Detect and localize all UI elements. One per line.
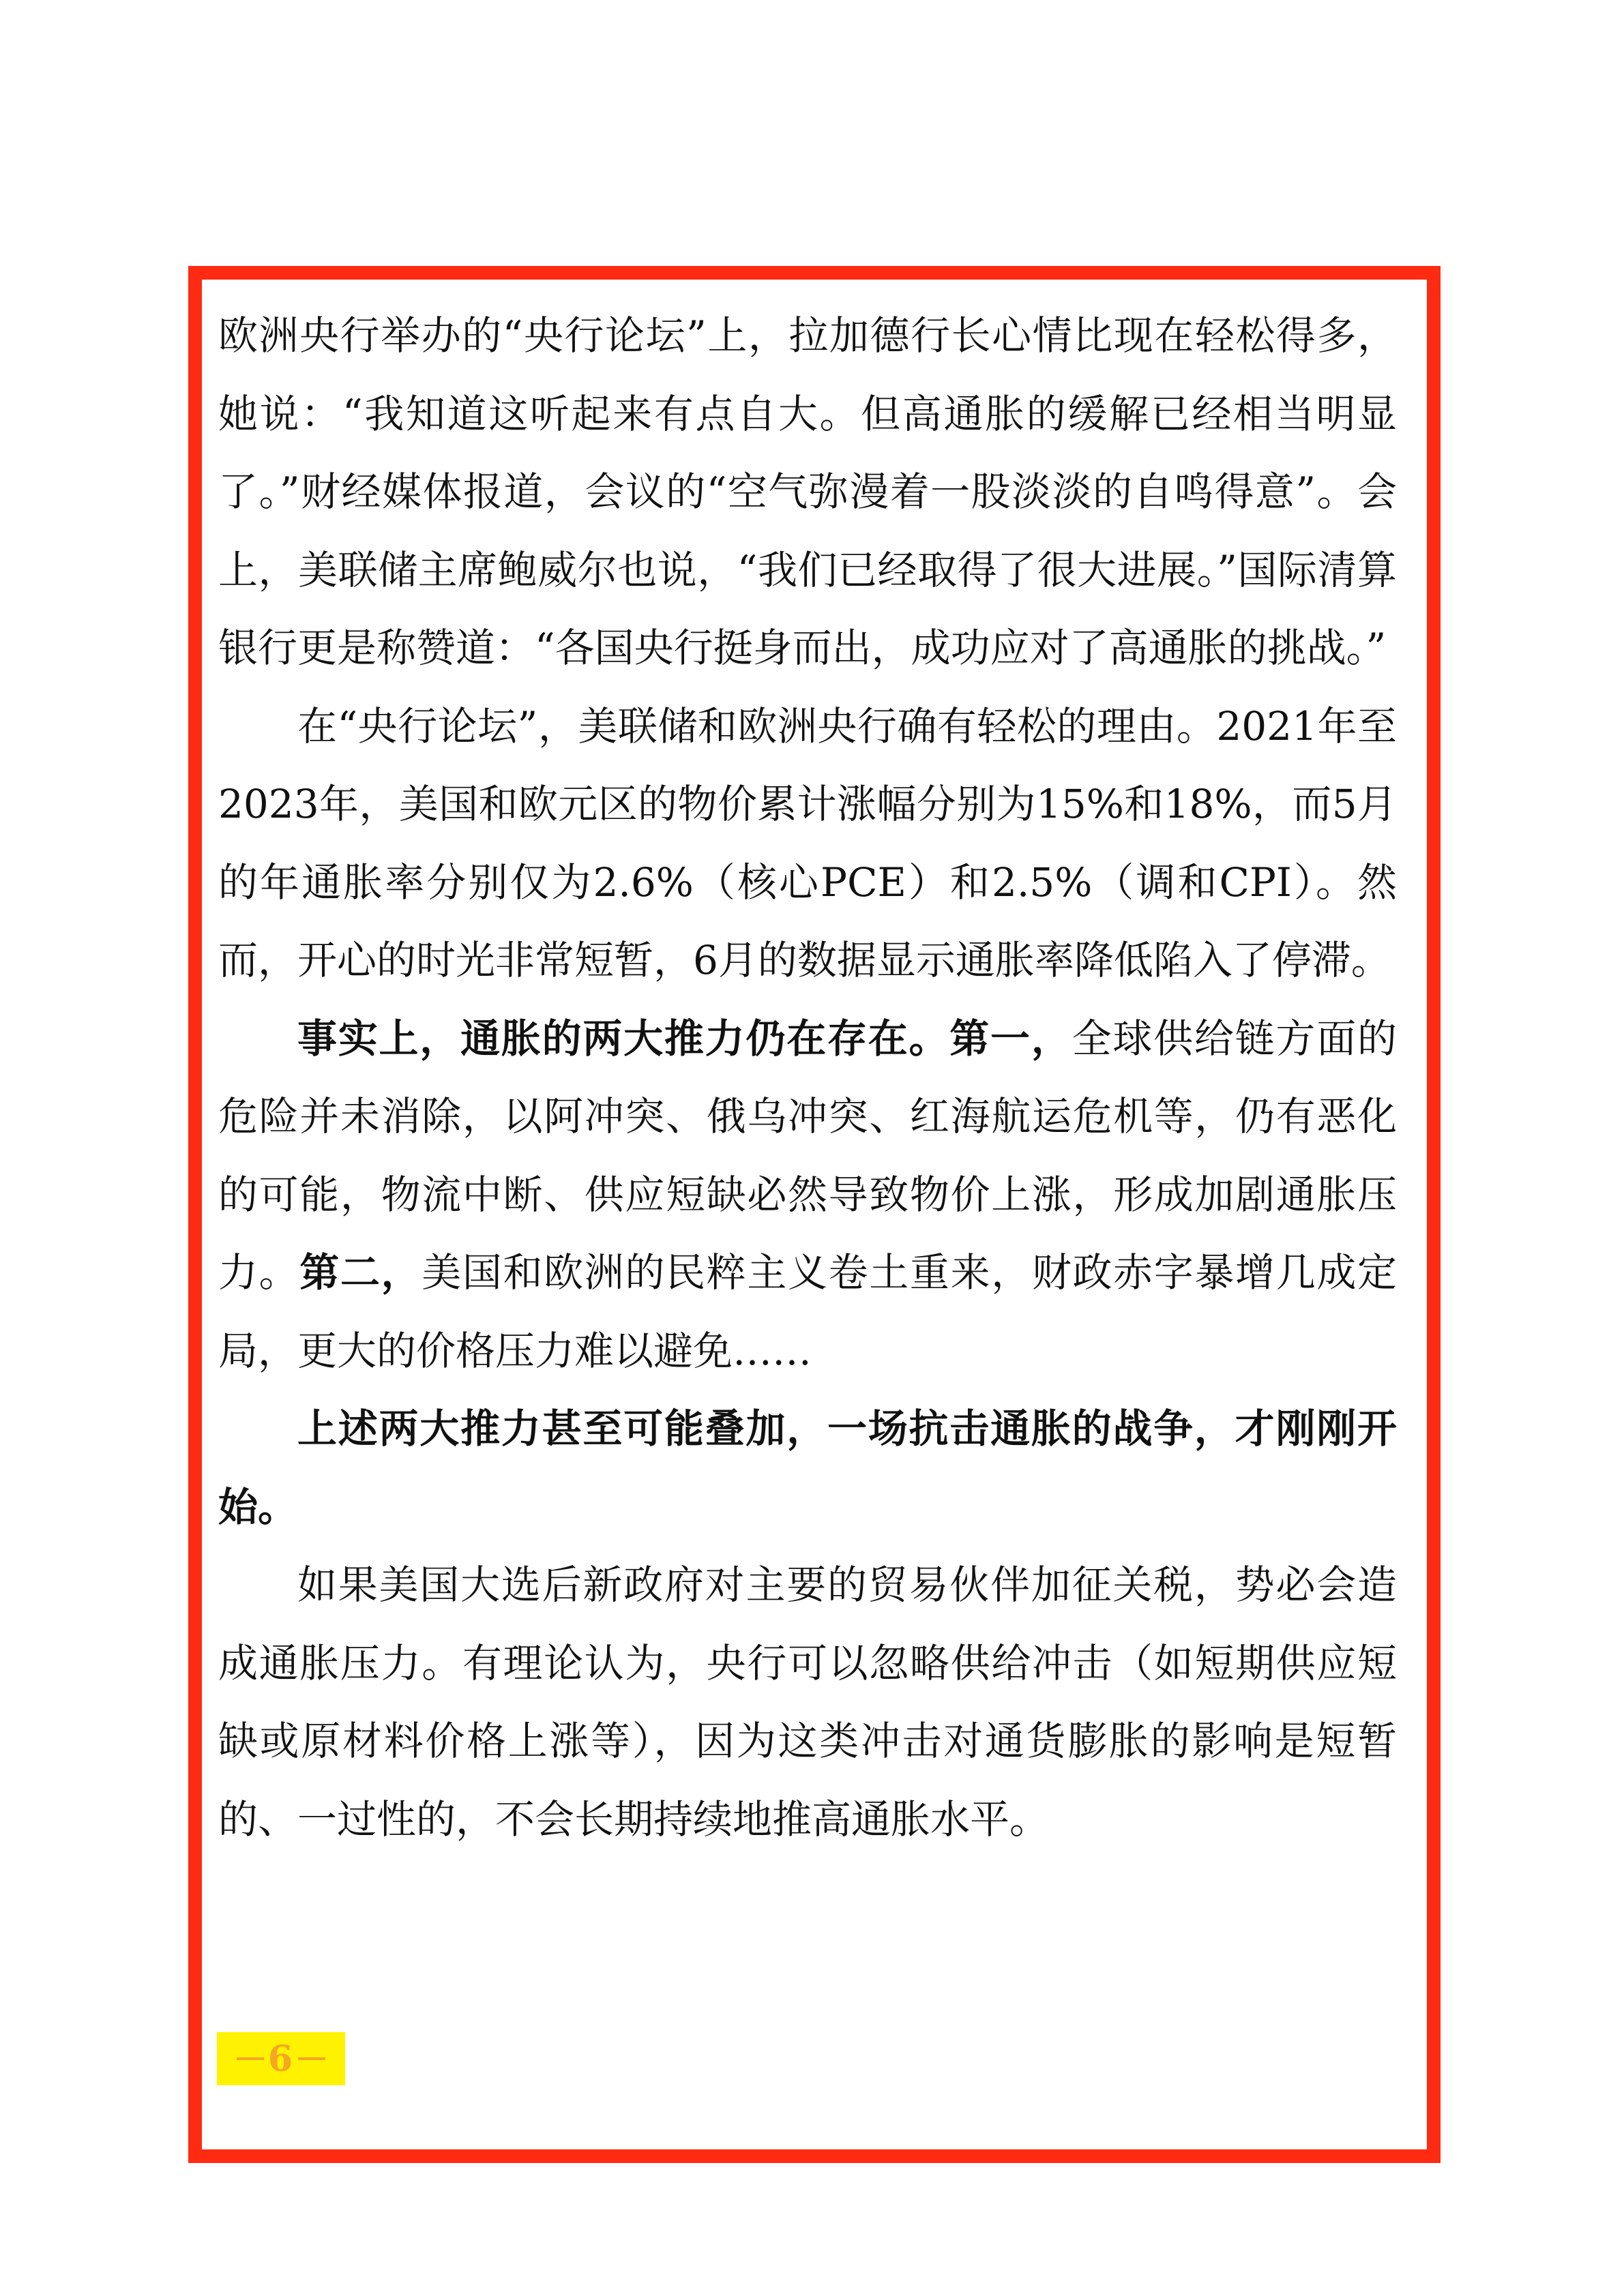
page-number: 6 (267, 2038, 295, 2080)
paragraph-3-second-text: 美国和欧洲的民粹主义卷土重来，财政赤字暴增几成定局，更大的价格压力难以避免…… (218, 1249, 1397, 1374)
paragraph-3-second-label: 第二， (299, 1249, 422, 1296)
paragraph-1-text: 欧洲央行举办的“央行论坛”上，拉加德行长心情比现在轻松得多，她说：“我知道这听起来有点自大。但高通胀的缓解已经相当明显了。”财经媒体报道，会议的“空气弥漫着一股淡淡的自鸣得意”。会上，美联储主席鲍威尔也说，“我们已经取得了很大进展。”国际清算银行更是称赞道：“各国央行挺身而出，成功应对了高通胀的挑战。” (218, 312, 1397, 671)
page-number-badge (217, 2032, 345, 2085)
paragraph-1 (218, 297, 1397, 687)
paragraph-4-text: 上述两大推力甚至可能叠加，一场抗击通胀的战争，才刚刚开始。 (218, 1405, 1397, 1530)
article-body (218, 297, 1397, 1858)
paragraph-2 (218, 687, 1397, 1000)
paragraph-3-first-label: 第一， (949, 1015, 1072, 1062)
paragraph-3-lead: 事实上，通胀的两大推力仍在存在。 (297, 1015, 950, 1062)
paragraph-3-first-text: 全球供给链方面的危险并未消除，以阿冲突、俄乌冲突、红海航运危机等，仍有恶化的可能，物流中断、供应短缺必然导致物价上涨，形成加剧通胀压力。 (218, 1015, 1397, 1296)
paragraph-4 (218, 1390, 1397, 1546)
paragraph-3 (218, 1000, 1397, 1390)
paragraph-5 (218, 1546, 1397, 1858)
page-number-dash-left (237, 2057, 264, 2060)
paragraph-5-text: 如果美国大选后新政府对主要的贸易伙伴加征关税，势必会造成通胀压力。有理论认为，央行可以忽略供给冲击（如短期供应短缺或原材料价格上涨等），因为这类冲击对通货膨胀的影响是短暂的、一过性的，不会长期持续地推高通胀水平。 (218, 1562, 1397, 1843)
page-number-dash-right (298, 2057, 325, 2060)
paragraph-2-text: 在“央行论坛”，美联储和欧洲央行确有轻松的理由。2021年至2023年，美国和欧元区的物价累计涨幅分别为15%和18%，而5月的年通胀率分别仅为2.6%（核心PCE）和2.5%（调和CPI）。然而，开心的时光非常短暂，6月的数据显示通胀率降低陷入了停滞。 (218, 702, 1397, 983)
